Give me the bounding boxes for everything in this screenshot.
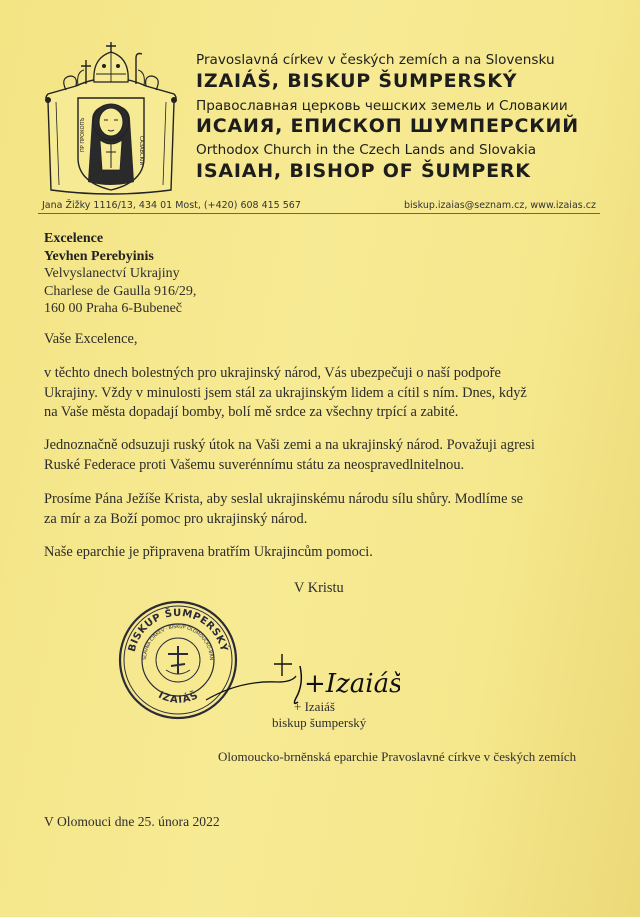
- bishop-title-russian: ИСАИЯ, ЕПИСКОП ШУМПЕРСКИЙ: [196, 115, 579, 137]
- paragraph-line: v těchto dnech bolestných pro ukrajinský národ, Vás ubezpečuji o naší podpoře: [44, 365, 501, 381]
- contact-address: Jana Žižky 1116/13, 434 01 Most, (+420) 608 415 567: [42, 200, 301, 211]
- contact-email-web: biskup.izaias@seznam.cz, www.izaias.cz: [404, 200, 596, 211]
- paragraph-line: za mír a za Boží pomoc pro ukrajinský národ.: [44, 510, 308, 527]
- eparchy-line: Olomoucko-brněnská eparchie Pravoslavné církve v českých zemích: [218, 749, 577, 764]
- signature-handwriting: +Izaiáš: [304, 669, 400, 699]
- paragraph-line: Jednoznačně odsuzuji ruský útok na Vaši zemi a na ukrajinský národ. Považuji agresi: [44, 437, 535, 453]
- paragraph: [44, 490, 604, 529]
- svg-text:САЗАВСКIИ: САЗАВСКIИ: [138, 136, 144, 166]
- bishop-coat-of-arms-icon: [26, 40, 196, 200]
- church-name-english: Orthodox Church in the Czech Lands and Slovakia: [196, 142, 537, 158]
- stamp-bottom-text: IZAIÁŠ: [156, 689, 201, 706]
- paragraph: [44, 364, 604, 423]
- paragraph-line: Ukrajiny. Vždy v minulosti jsem stál za ukrajinským lidem a cítil s ním. Dnes, když: [44, 384, 527, 401]
- recipient-title: Excelence: [44, 231, 104, 246]
- church-name-czech: Pravoslavná církev v českých zemích a na Slovensku: [196, 52, 555, 68]
- closing: [294, 579, 414, 599]
- stamp-inner-text: SLAVNÁ CÍRKEV · BISKUP OLOMOUCKO-BRN: [142, 624, 214, 661]
- svg-text:IZAIÁŠ: [156, 688, 200, 706]
- paragraph: [44, 543, 604, 563]
- coat-of-arms-emblem: [26, 40, 196, 200]
- letterhead-divider: [38, 213, 600, 214]
- paragraph-line: Prosíme Pána Ježíše Krista, aby seslal ukrajinskému národu sílu shůry. Modlíme se: [44, 491, 524, 507]
- recipient-line: 160 00 Praha 6-Bubeneč: [44, 301, 183, 316]
- paragraph: [44, 436, 604, 475]
- paragraph-line: Ruské Federace proti Vašemu suverénnímu státu za neospravedlnitelnou.: [44, 456, 465, 473]
- svg-text:ПР ПРОКОПЪ: ПР ПРОКОПЪ: [80, 117, 86, 152]
- recipient-name: Yevhen Perebyinis: [44, 249, 154, 264]
- greeting: [44, 330, 604, 350]
- signatory-name: + Izaiáš: [294, 699, 335, 714]
- recipient-line: Charlese de Gaulla 916/29,: [44, 284, 197, 299]
- paragraph-line: na Vaše města dopadají bomby, bolí mě srdce za všechny trpící a zabité.: [44, 404, 459, 420]
- signatory-title: biskup šumperský: [272, 715, 367, 730]
- greeting-text: Vaše Excelence,: [44, 331, 138, 347]
- church-name-russian: Православная церковь чешских земель и Словакии: [196, 98, 568, 114]
- bishop-title-czech: IZAIÁŠ, BISKUP ŠUMPERSKÝ: [196, 70, 518, 92]
- bishop-title-english: ISAIAH, BISHOP OF ŠUMPERK: [196, 160, 531, 182]
- paragraph-line: Naše eparchie je připravena bratřím Ukrajincům pomoci.: [44, 544, 373, 560]
- recipient-line: Velvyslanectví Ukrajiny: [44, 266, 180, 281]
- place-and-date: V Olomouci dne 25. února 2022: [44, 814, 220, 829]
- closing-text: V Kristu: [294, 580, 344, 596]
- stamp-outer-text: BISKUP ŠUMPERSKÝ: [126, 607, 230, 654]
